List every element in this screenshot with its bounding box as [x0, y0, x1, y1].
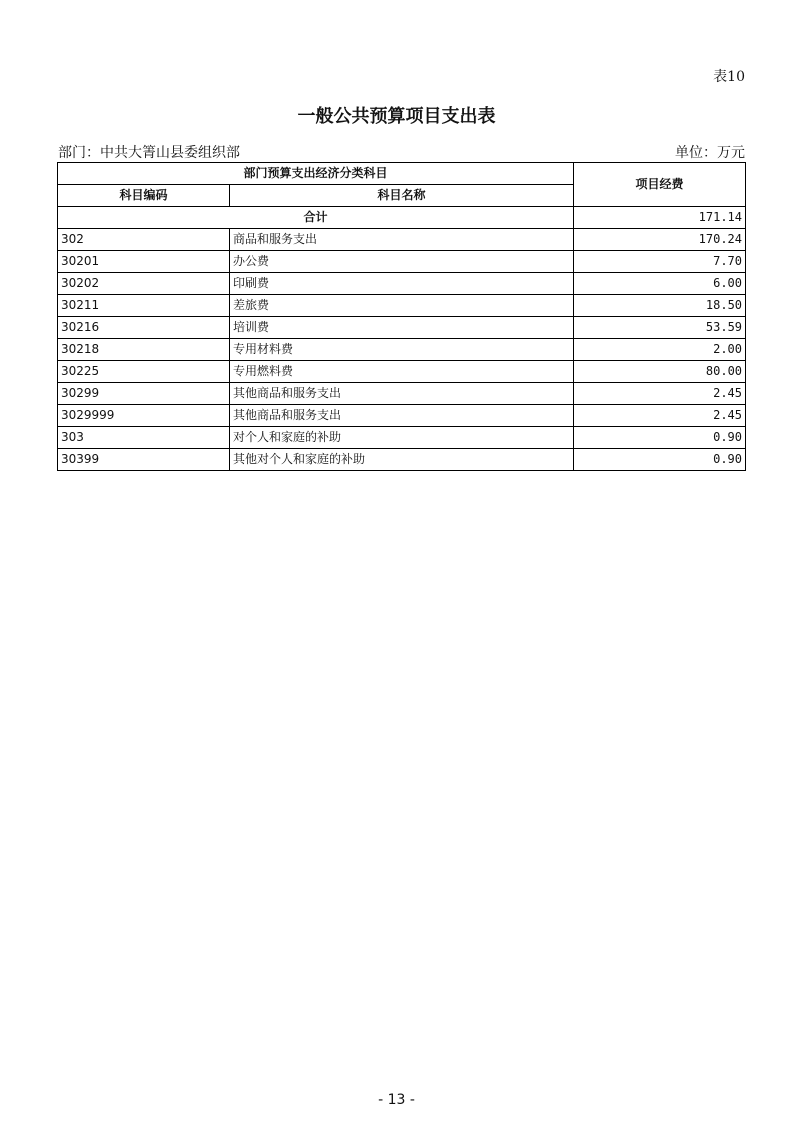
table-row: [58, 251, 746, 273]
amount-cell: 53.59: [574, 317, 746, 339]
table-row: [58, 449, 746, 471]
header-group: 部门预算支出经济分类科目: [58, 163, 574, 185]
name-cell: 培训费: [230, 317, 574, 339]
name-cell: 其他对个人和家庭的补助: [230, 449, 574, 471]
name-cell: 办公费: [230, 251, 574, 273]
table-meta: [58, 142, 745, 162]
name-cell: 印刷费: [230, 273, 574, 295]
page-number: - 13 -: [378, 1092, 415, 1108]
code-cell: 30218: [58, 339, 230, 361]
header-name: 科目名称: [230, 185, 574, 207]
table-row: [58, 361, 746, 383]
amount-cell: 18.50: [574, 295, 746, 317]
table-row: [58, 229, 746, 251]
budget-table: [57, 162, 746, 471]
code-cell: 30201: [58, 251, 230, 273]
table-row: [58, 273, 746, 295]
table-row: [58, 317, 746, 339]
code-cell: 30202: [58, 273, 230, 295]
table-row: [58, 405, 746, 427]
total-row: [58, 207, 746, 229]
code-cell: 30299: [58, 383, 230, 405]
amount-cell: 2.00: [574, 339, 746, 361]
code-cell: 303: [58, 427, 230, 449]
header-amount: 项目经费: [574, 163, 746, 207]
name-cell: 其他商品和服务支出: [230, 405, 574, 427]
amount-cell: 0.90: [574, 427, 746, 449]
code-cell: 30399: [58, 449, 230, 471]
amount-cell: 2.45: [574, 383, 746, 405]
amount-cell: 170.24: [574, 229, 746, 251]
amount-cell: 0.90: [574, 449, 746, 471]
code-cell: 302: [58, 229, 230, 251]
name-cell: 商品和服务支出: [230, 229, 574, 251]
name-cell: 专用材料费: [230, 339, 574, 361]
code-cell: 30225: [58, 361, 230, 383]
unit-label: 单位：万元: [675, 145, 745, 161]
name-cell: 差旅费: [230, 295, 574, 317]
table-row: [58, 383, 746, 405]
total-label: 合计: [58, 207, 574, 229]
code-cell: 30216: [58, 317, 230, 339]
amount-cell: 2.45: [574, 405, 746, 427]
table-row: [58, 427, 746, 449]
code-cell: 3029999: [58, 405, 230, 427]
table-row: [58, 295, 746, 317]
name-cell: 对个人和家庭的补助: [230, 427, 574, 449]
page-title: 一般公共预算项目支出表: [297, 106, 496, 127]
name-cell: 专用燃料费: [230, 361, 574, 383]
amount-cell: 7.70: [574, 251, 746, 273]
amount-cell: 6.00: [574, 273, 746, 295]
header-code: 科目编码: [58, 185, 230, 207]
table-number: 表10: [713, 69, 745, 85]
department-label: 部门：中共大箐山县委组织部: [58, 145, 240, 161]
code-cell: 30211: [58, 295, 230, 317]
name-cell: 其他商品和服务支出: [230, 383, 574, 405]
total-amount: 171.14: [574, 207, 746, 229]
table-row: [58, 339, 746, 361]
amount-cell: 80.00: [574, 361, 746, 383]
